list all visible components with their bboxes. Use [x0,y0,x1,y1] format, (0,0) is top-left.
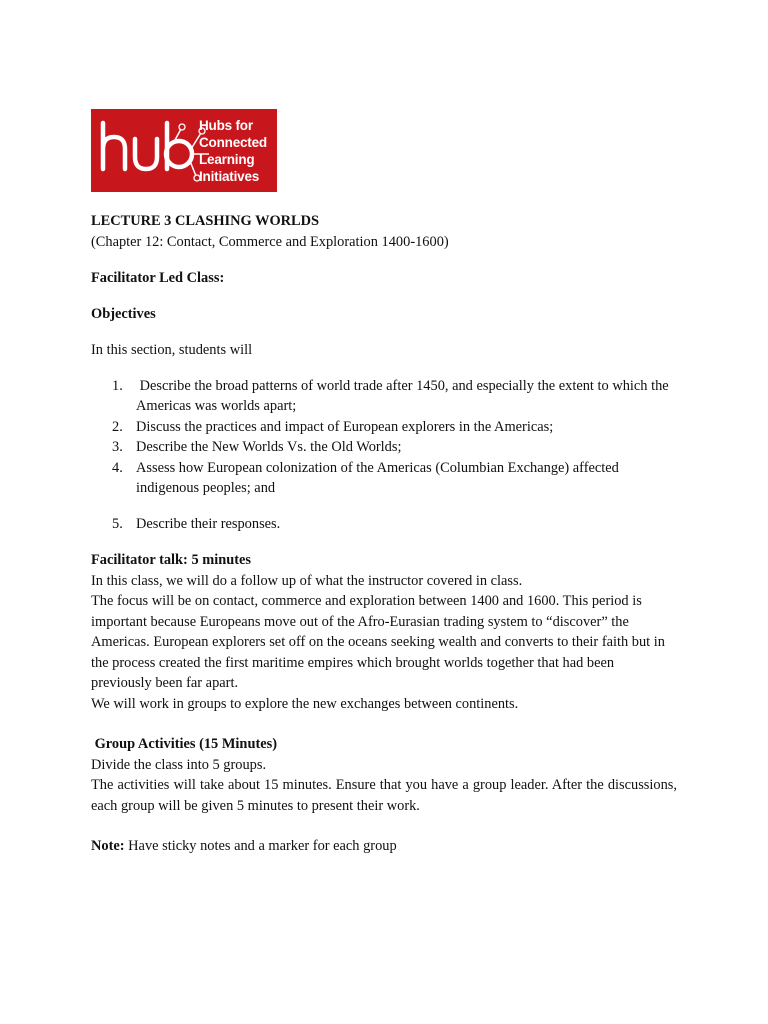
list-item [91,417,677,438]
note-text: Have sticky notes and a marker for each group [124,838,397,854]
logo-line: Learning [199,152,255,167]
talk-paragraph: The focus will be on contact, commerce and exploration between 1400 and 1600. This period is important because Europeans move out of the Afro-Eurasian trading system to “discover” the Americas. European explorers set off on the oceans seeking wealth and converts to their faith but in the process created the first maritime empires which brought worlds together that had been previously been far apart. [91,593,665,691]
list-number: 1. [112,377,123,394]
facilitator-heading: Facilitator Led Class: [91,269,225,286]
logo-line: Initiatives [199,169,260,184]
note-label: Note: [91,838,125,854]
list-number: 5. [112,516,123,532]
list-text: Discuss the practices and impact of European explorers in the Americas; [136,418,554,435]
group-heading: Group Activities (15 Minutes) [91,736,278,752]
lecture-subtitle: (Chapter 12: Contact, Commerce and Exploration 1400-1600) [91,233,449,250]
logo-line: Connected [199,135,267,150]
list-item [91,376,677,417]
objectives-intro: In this section, students will [91,341,253,358]
talk-paragraph: In this class, we will do a follow up of what the instructor covered in class. [91,572,523,589]
logo-line: Hubs for [199,118,253,133]
talk-heading: Facilitator talk: 5 minutes [91,552,252,568]
list-number: 2. [112,418,123,435]
objectives-heading: Objectives [91,305,156,322]
note-paragraph [91,836,677,857]
objectives-list-continued [91,514,677,535]
list-text: Describe their responses. [136,516,281,532]
logo-wordmark [199,117,267,185]
objectives-list [91,376,677,499]
list-item [91,437,677,458]
hub-logo [91,109,277,192]
list-text: Describe the broad patterns of world trade after 1450, and especially the extent to which the Americas was worlds apart; [136,377,672,414]
list-number: 3. [112,439,123,455]
list-item [91,514,677,535]
list-number: 4. [112,459,123,476]
list-text: Assess how European colonization of the Americas (Columbian Exchange) affected indigenous peoples; and [136,459,619,496]
lecture-title: LECTURE 3 CLASHING WORLDS [91,213,320,229]
group-paragraph: Divide the class into 5 groups. [91,756,267,773]
list-item [91,458,677,499]
list-text: Describe the New Worlds Vs. the Old Worlds; [136,439,402,455]
group-paragraph: The activities will take about 15 minutes. Ensure that you have a group leader. After the discussions, each group will be given 5 minutes to present their work. [91,777,677,814]
talk-paragraph: We will work in groups to explore the new exchanges between continents. [91,695,519,712]
document-body [91,211,677,857]
